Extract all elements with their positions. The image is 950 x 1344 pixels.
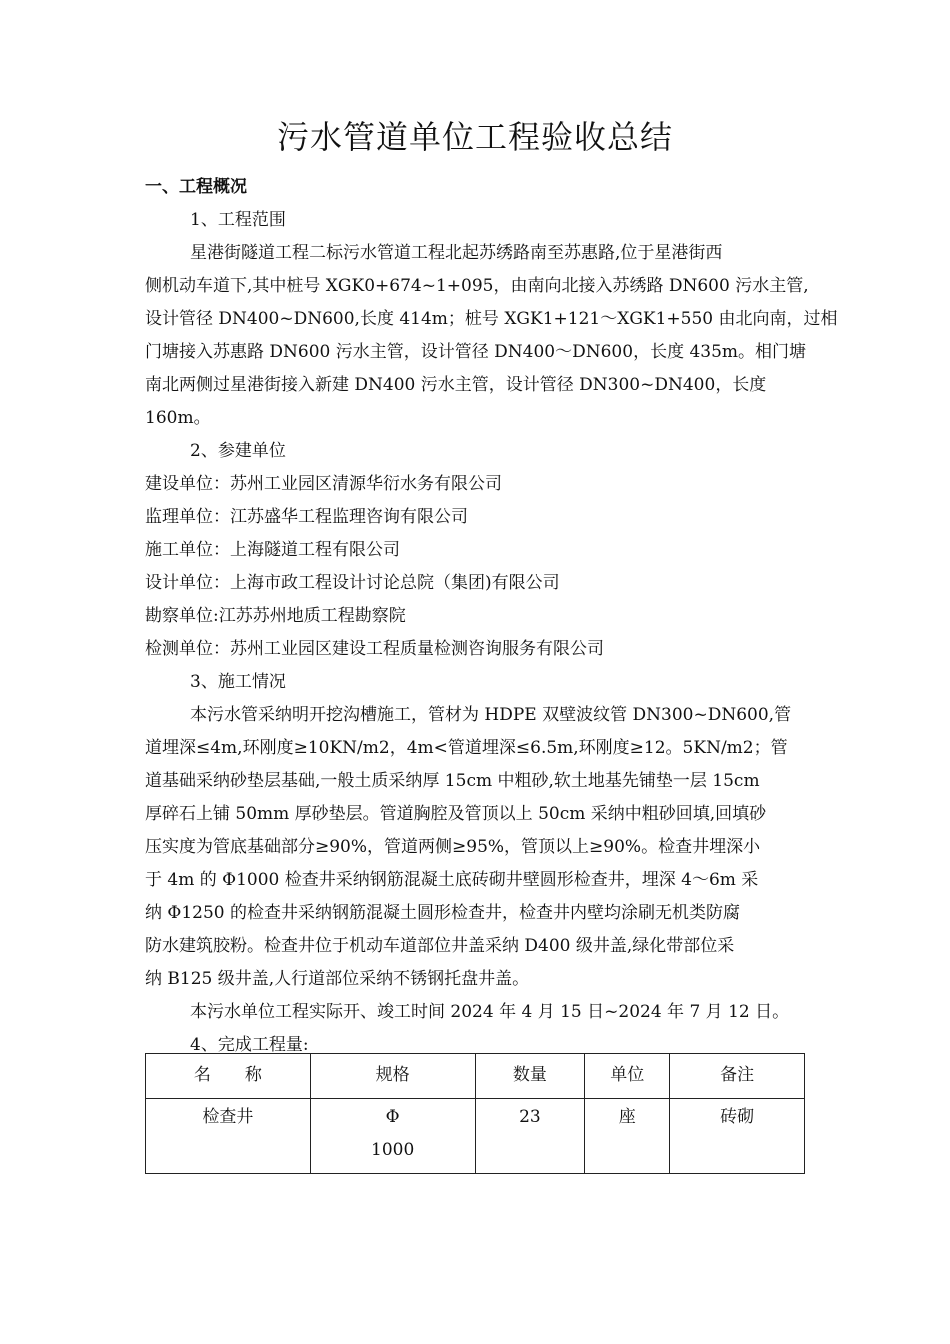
construction-line: 纳 Φ1250 的检查井采纳钢筋混凝土圆形检查井，检查井内壁均涂刷无机类防腐 <box>145 903 741 923</box>
unit-line: 建设单位：苏州工业园区清源华衍水务有限公司 <box>145 474 502 494</box>
quantities-table <box>145 1053 805 1174</box>
construction-line: 本污水管采纳明开挖沟槽施工，管材为 HDPE 双壁波纹管 DN300~DN600,管 <box>190 705 792 725</box>
subheading-construction: 3、施工情况 <box>190 672 286 692</box>
unit-line: 设计单位：上海市政工程设计讨论总院（集团)有限公司 <box>145 573 560 593</box>
scope-line: 侧机动车道下,其中桩号 XGK0+674~1+095，由南向北接入苏绣路 DN600 污水主管, <box>145 276 809 296</box>
header-name: 名 称 <box>146 1054 311 1099</box>
unit-line: 施工单位：上海隧道工程有限公司 <box>145 540 400 560</box>
header-remark: 备注 <box>670 1054 805 1099</box>
construction-line: 道埋深≤4m,环刚度≥10KN/m2，4m<管道埋深≤6.5m,环刚度≥12。5KN/m2；管 <box>145 738 788 758</box>
subheading-quantities: 4、完成工程量: <box>190 1035 309 1055</box>
cell-remark: 砖砌 <box>670 1099 805 1174</box>
scope-line: 设计管径 DN400~DN600,长度 414m；桩号 XGK1+121～XGK1+550 由北向南，过相 <box>145 309 838 329</box>
unit-line: 勘察单位:江苏苏州地质工程勘察院 <box>145 606 406 626</box>
cell-spec: Φ 1000 <box>310 1099 475 1174</box>
construction-line: 压实度为管底基础部分≥90%，管道两侧≥95%，管顶以上≥90%。检查井埋深小 <box>145 837 761 857</box>
construction-line: 防水建筑胶粉。检查井位于机动车道部位井盖采纳 D400 级井盖,绿化带部位采 <box>145 936 735 956</box>
header-quantity: 数量 <box>475 1054 585 1099</box>
construction-line: 于 4m 的 Φ1000 检查井采纳钢筋混凝土底砖砌井壁圆形检查井，埋深 4～6m 采 <box>145 870 759 890</box>
unit-line: 监理单位：江苏盛华工程监理咨询有限公司 <box>145 507 468 527</box>
unit-line: 检测单位：苏州工业园区建设工程质量检测咨询服务有限公司 <box>145 639 604 659</box>
header-spec: 规格 <box>310 1054 475 1099</box>
cell-unit: 座 <box>585 1099 670 1174</box>
table-row <box>146 1099 805 1174</box>
section-heading-overview: 一、工程概况 <box>145 177 247 197</box>
header-unit: 单位 <box>585 1054 670 1099</box>
scope-line: 160m。 <box>145 408 211 428</box>
construction-line: 厚碎石上铺 50mm 厚砂垫层。管道胸腔及管顶以上 50cm 采纳中粗砂回填,回填砂 <box>145 804 767 824</box>
construction-line: 纳 B125 级井盖,人行道部位采纳不锈钢托盘井盖。 <box>145 969 530 989</box>
cell-name: 检查井 <box>146 1099 311 1174</box>
cell-quantity: 23 <box>475 1099 585 1174</box>
subheading-scope: 1、工程范围 <box>190 210 286 230</box>
scope-line: 南北两侧过星港街接入新建 DN400 污水主管，设计管径 DN300~DN400，长度 <box>145 375 767 395</box>
construction-line: 道基础采纳砂垫层基础,一般土质采纳厚 15cm 中粗砂,软土地基先铺垫一层 15cm <box>145 771 760 791</box>
scope-line: 星港街隧道工程二标污水管道工程北起苏绣路南至苏惠路,位于星港街西 <box>190 243 723 263</box>
dates-line: 本污水单位工程实际开、竣工时间 2024 年 4 月 15 日~2024 年 7 月 12 日。 <box>190 1002 790 1022</box>
document-title: 污水管道单位工程验收总结 <box>276 118 673 156</box>
table-header-row <box>146 1054 805 1099</box>
subheading-participants: 2、参建单位 <box>190 441 286 461</box>
scope-line: 门塘接入苏惠路 DN600 污水主管，设计管径 DN400～DN600，长度 435m。相门塘 <box>145 342 807 362</box>
